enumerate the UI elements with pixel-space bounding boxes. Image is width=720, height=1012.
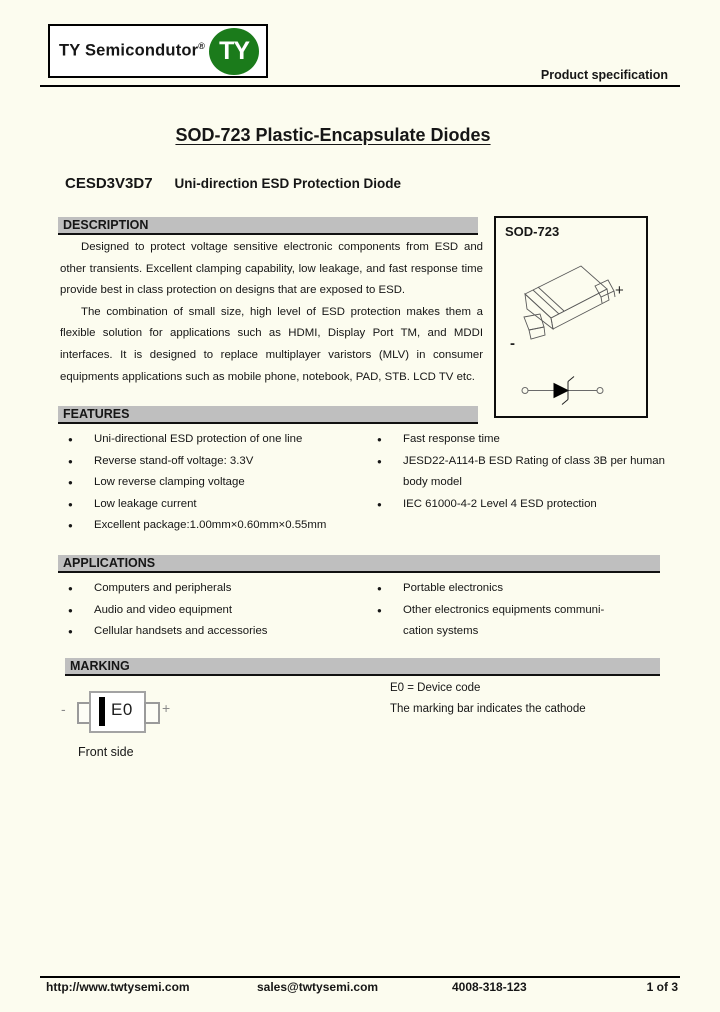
applications-list-left — [68, 578, 368, 643]
footer-phone: 4008-318-123 — [452, 980, 527, 994]
registered-mark-icon: ® — [198, 41, 206, 52]
footer-website: http://www.twtysemi.com — [46, 980, 190, 994]
part-number: CESD3V3D7 — [65, 175, 153, 192]
description-text — [60, 237, 483, 388]
product-specification-label: Product specification — [540, 68, 668, 82]
diode-symbol — [522, 377, 603, 405]
bullet-icon: ● — [377, 456, 382, 466]
applications-section-header: APPLICATIONS — [58, 555, 660, 573]
package-outline-box — [494, 216, 648, 418]
footer-page-number: 1 of 3 — [646, 980, 678, 994]
bullet-icon: ● — [377, 584, 382, 593]
marking-right-terminal — [144, 702, 160, 724]
device-code-marking: E0 — [111, 700, 133, 719]
bullet-list-item: ● Fast response time — [377, 429, 677, 451]
bullet-icon: ● — [68, 627, 73, 636]
footer-email: sales@twtysemi.com — [257, 980, 379, 994]
bullet-list-item: ● Excellent package:1.00mm×0.60mm×0.55mm — [68, 515, 368, 537]
company-logo — [48, 24, 268, 78]
features-section-header: FEATURES — [58, 406, 478, 424]
bullet-icon: ● — [377, 605, 382, 615]
header-divider — [40, 85, 680, 87]
bullet-icon: ● — [68, 605, 73, 615]
bullet-icon: ● — [68, 499, 73, 509]
description-section-header: DESCRIPTION — [58, 217, 478, 235]
bullet-icon: ● — [377, 435, 382, 444]
logo-text: TY Semicondutor® — [59, 41, 206, 60]
marking-section-header: MARKING — [65, 658, 660, 676]
bullet-icon: ● — [68, 435, 73, 444]
description-paragraph: The combination of small size, high level of ESD protection makes them a flexible solution for applications such as HDMI, Display Port TM, and MDDI interfaces. It is designed to replace multiplayer varistors (MLV) in consumer equipments applications such as mobile phone, notebook, PAD, STB. LCD TV etc. — [60, 305, 483, 383]
cathode-bar-icon — [99, 697, 105, 726]
part-subtitle — [65, 175, 401, 193]
bullet-icon: ● — [68, 478, 73, 487]
description-paragraph: Designed to protect voltage sensitive electronic components from ESD and other transients. Excellent clamping capability, low leakage, and fast response time provide best in class protection on designs that are exposed to ESD. — [60, 241, 483, 297]
bullet-icon: ● — [68, 521, 73, 530]
bullet-list-item: ● Low reverse clamping voltage — [68, 472, 368, 494]
bullet-list-item: ● IEC 61000-4-2 Level 4 ESD protection — [377, 494, 677, 516]
package-3d-drawing — [496, 218, 646, 416]
bullet-icon: ● — [68, 584, 73, 593]
marking-device-drawing — [89, 691, 146, 733]
cathode-minus-label: - — [510, 335, 515, 352]
marking-minus-label: - — [61, 701, 66, 717]
ty-logo-icon: TY — [209, 28, 259, 75]
cathode-note: The marking bar indicates the cathode — [390, 703, 586, 715]
bullet-list-item: ● Other electronics equipments communi- cation systems — [377, 600, 677, 643]
features-list-left — [68, 429, 368, 537]
applications-list-right — [377, 578, 677, 643]
package-name-label: SOD-723 — [505, 224, 560, 239]
bullet-list-item: ● Cellular handsets and accessories — [68, 621, 368, 643]
part-description: Uni-direction ESD Protection Diode — [174, 176, 402, 191]
marking-plus-label: + — [162, 700, 171, 716]
bullet-list-item: ● Computers and peripherals — [68, 578, 368, 600]
bullet-list-item: ● Portable electronics — [377, 578, 677, 600]
bullet-list-item: ● JESD22-A114-B ESD Rating of class 3B per human body model — [377, 451, 677, 494]
front-side-label: Front side — [78, 745, 134, 759]
bullet-list-item: ● Audio and video equipment — [68, 600, 368, 622]
device-code-note: E0 = Device code — [390, 682, 481, 694]
features-list-right — [377, 429, 677, 515]
bullet-icon: ● — [377, 499, 382, 509]
bullet-icon: ● — [68, 456, 73, 466]
bullet-list-item: ● Uni-directional ESD protection of one line — [68, 429, 368, 451]
anode-plus-label: + — [615, 282, 624, 299]
document-title: SOD-723 Plastic-Encapsulate Diodes — [175, 125, 491, 145]
footer-divider — [40, 976, 680, 978]
bullet-list-item: ● Low leakage current — [68, 494, 368, 516]
bullet-list-item: ● Reverse stand-off voltage: 3.3V — [68, 451, 368, 473]
